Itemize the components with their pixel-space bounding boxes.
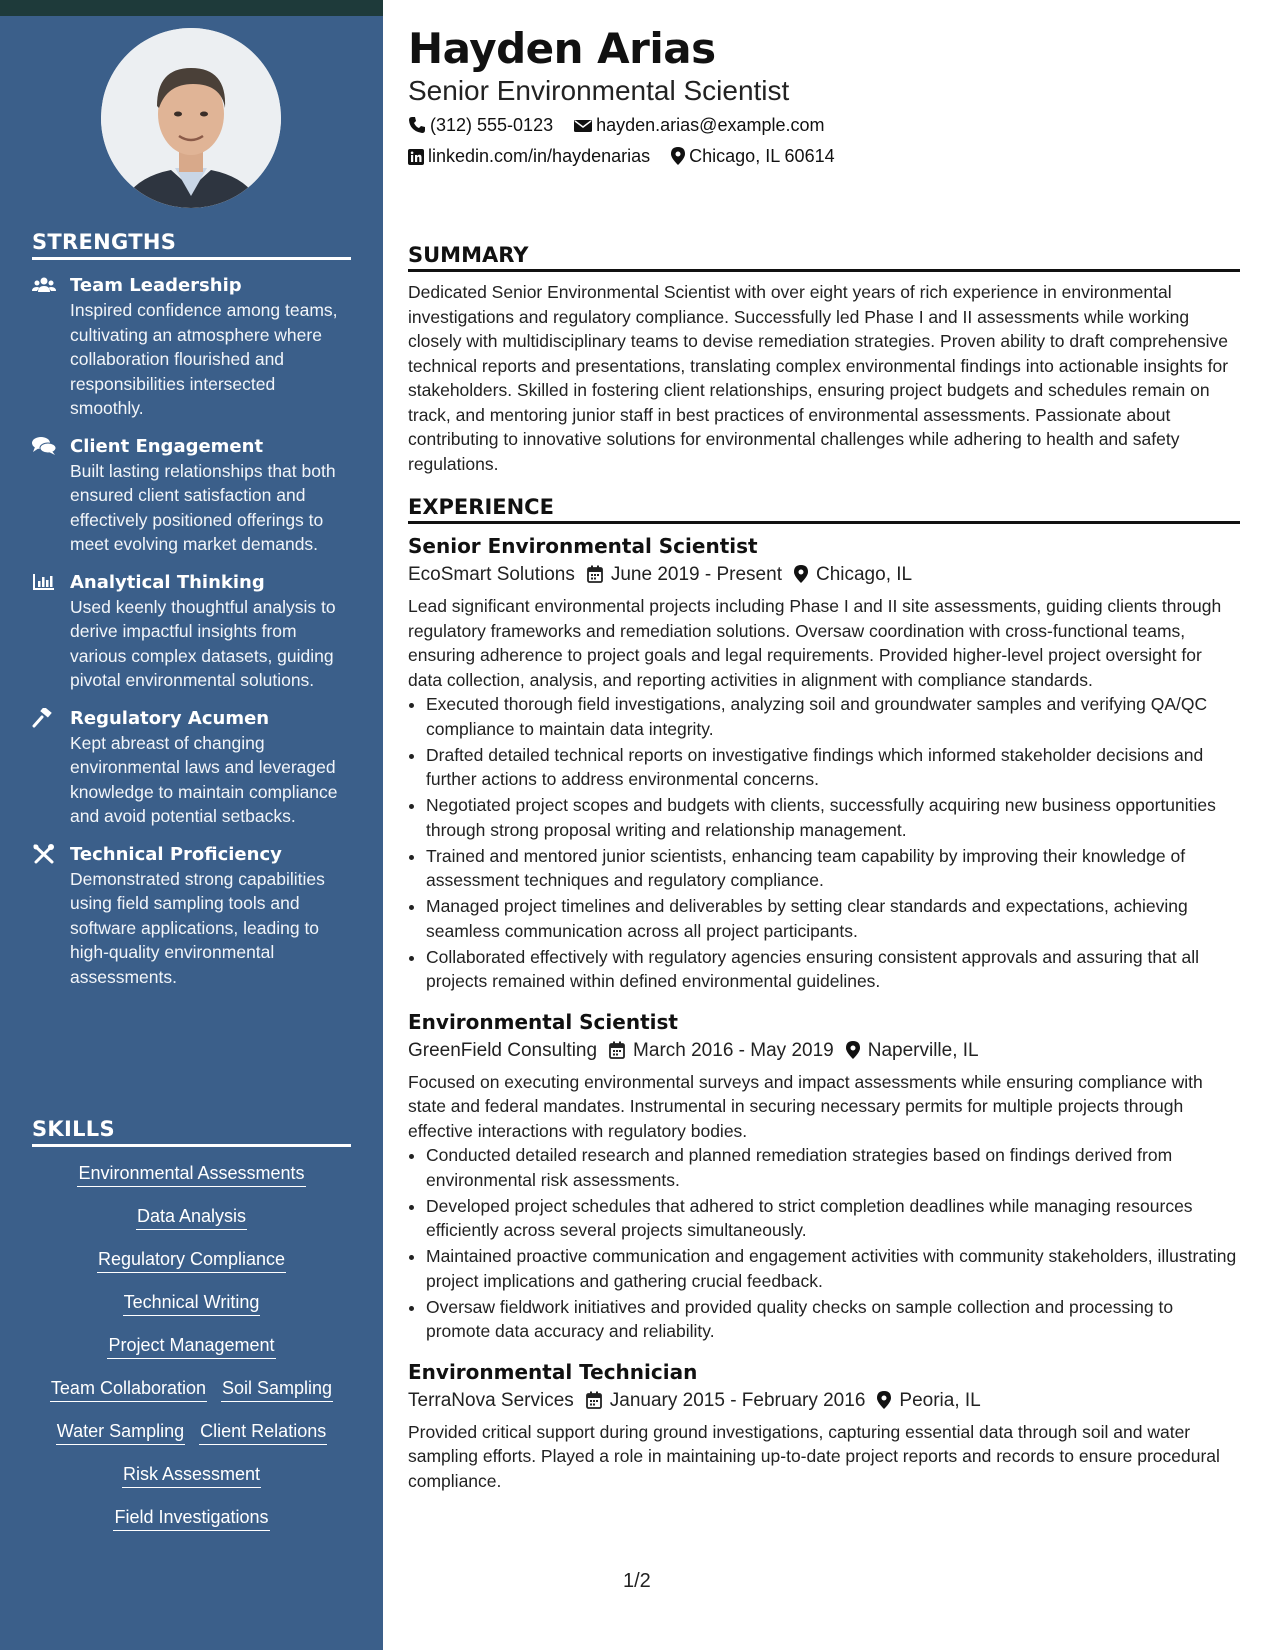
- strength-name: Team Leadership: [70, 275, 242, 296]
- strengths-section: [32, 230, 351, 1003]
- job-location: Chicago, IL: [815, 564, 913, 585]
- job-description: Focused on executing environmental surveys and impact assessments while ensuring compliance with state and federal mandates. Instrumental in securing necessary permits for multiple projects through effective interactions with regulatory bodies.: [408, 1071, 1203, 1141]
- job-title: Senior Environmental Scientist: [408, 534, 758, 558]
- skill-tag: Water Sampling: [56, 1419, 185, 1445]
- strength-description: Inspired confidence among teams, cultivating an atmosphere where collaboration flourished and responsibilities intersected smoothly.: [70, 300, 338, 418]
- company-name: GreenField Consulting: [408, 1039, 598, 1061]
- strength-name: Analytical Thinking: [70, 571, 265, 593]
- map-pin-icon: [877, 1391, 891, 1409]
- summary-title: SUMMARY: [408, 243, 1240, 272]
- job-bullets: [408, 1143, 1240, 1344]
- skill-tag: Risk Assessment: [122, 1462, 261, 1488]
- strength-name: Technical Proficiency: [70, 843, 282, 865]
- strength-description: Used keenly thoughtful analysis to derive impactful insights from various complex datasets, guiding pivotal environmental solutions.: [70, 596, 336, 690]
- strength-name: Regulatory Acumen: [70, 707, 270, 729]
- phone-text: (312) 555-0123: [430, 115, 554, 135]
- strength-description: Demonstrated strong capabilities using field sampling tools and software applications, leading to high-quality environmental assessments.: [70, 868, 325, 987]
- page-number: 1/2: [623, 1570, 651, 1592]
- map-pin-icon: [794, 565, 808, 583]
- job-bullet: • Negotiated project scopes and budgets with clients, successfully acquiring new business opportunities through strong proposal writing and relationship management.: [426, 793, 1240, 842]
- avatar: [101, 28, 281, 208]
- experience-section: [408, 495, 1240, 1507]
- comments-icon: [32, 436, 56, 456]
- job-bullet: • Collaborated effectively with regulatory agencies ensuring consistent approvals and assuring that all projects remained within defined environmental guidelines.: [426, 945, 1240, 994]
- location-contact: [671, 144, 834, 168]
- sidebar-top-bar: [0, 0, 383, 16]
- strength-item: [32, 274, 351, 421]
- job-bullet: • Oversaw fieldwork initiatives and provided quality checks on sample collection and processing to promote data accuracy and reliability.: [426, 1295, 1240, 1344]
- job-dates: January 2015 - February 2016: [609, 1389, 866, 1411]
- job-location: Naperville, IL: [867, 1039, 979, 1061]
- strength-item: [32, 571, 351, 693]
- job-meta: [408, 1036, 1240, 1066]
- job-bullet: • Conducted detailed research and planned remediation strategies based on findings derived from environmental risk assessments.: [426, 1143, 1240, 1192]
- tools-icon: [32, 844, 56, 864]
- skill-tag: Regulatory Compliance: [97, 1247, 286, 1273]
- summary-section: [408, 243, 1240, 476]
- location-text: Chicago, IL 60614: [689, 146, 835, 166]
- job-title: Environmental Technician: [408, 1359, 698, 1384]
- job-bullet: • Executed thorough field investigations, analyzing soil and groundwater samples and verifying QA/QC compliance to maintain data integrity.: [426, 692, 1240, 741]
- chart-icon: [32, 572, 56, 592]
- envelope-icon: [574, 118, 592, 134]
- job-bullet: • Trained and mentored junior scientists, enhancing team capability by improving their knowledge of assessment techniques and regulatory compliance.: [426, 844, 1240, 893]
- contact-row-1: [408, 113, 841, 137]
- job-bullets: [408, 692, 1240, 994]
- job-bullet: • Managed project timelines and deliverables by setting clear standards and expectations, achieving seamless communication across all project participants.: [426, 894, 1240, 943]
- skill-tag: Data Analysis: [136, 1204, 247, 1230]
- experience-title: EXPERIENCE: [408, 495, 1240, 524]
- skill-tag: Soil Sampling: [221, 1376, 333, 1402]
- skill-tag: Client Relations: [199, 1419, 327, 1445]
- skill-tag: Technical Writing: [123, 1290, 261, 1316]
- job-location: Peoria, IL: [899, 1389, 981, 1411]
- job-dates: March 2016 - May 2019: [633, 1039, 834, 1061]
- gavel-icon: [32, 708, 56, 728]
- summary-text: Dedicated Senior Environmental Scientist with over eight years of rich experience in environmental investigations and regulatory compliance. Successfully led Phase I and II assessments while working closely with multidisciplinary teams to devise remediation strategies. Proven ability to draft comprehensive technical reports and presentations, translating complex environmental findings into actionable insights for stakeholders. Skilled in fostering client relationships, ensuring project budgets and schedules remain on track, and mentoring junior staff in best practices of environmental assessments. Passionate about contributing to innovative solutions for environmental challenges while adhering to health and safety regulations.: [408, 282, 1229, 474]
- job-description: Provided critical support during ground investigations, capturing essential data through soil and water sampling efforts. Played a role in maintaining up-to-date project reports and records to ensure procedural compliance.: [408, 1421, 1220, 1491]
- linkedin-contact[interactable]: [408, 144, 650, 168]
- job-bullet: • Drafted detailed technical reports on investigative findings which informed stakeholder decisions and further actions to address environmental concerns.: [426, 743, 1240, 792]
- company-name: EcoSmart Solutions: [408, 564, 575, 585]
- strength-description: Kept abreast of changing environmental laws and leveraged knowledge to maintain compliance and avoid potential setbacks.: [70, 732, 338, 826]
- job-entry: [408, 1008, 1240, 1344]
- job-entry: [408, 1358, 1240, 1494]
- job-dates: June 2019 - Present: [610, 564, 782, 585]
- job-bullet: • Maintained proactive communication and engagement activities with community stakeholders, illustrating project implications and gathering crucial feedback.: [426, 1244, 1240, 1293]
- map-pin-icon: [846, 1041, 860, 1059]
- skill-tag: Project Management: [107, 1333, 275, 1359]
- email-contact[interactable]: [574, 113, 824, 137]
- map-pin-icon: [671, 147, 685, 165]
- email-text: hayden.arias@example.com: [596, 115, 825, 135]
- job-bullet: • Developed project schedules that adhered to strict completion deadlines while managing resources efficiently across several projects simultaneously.: [426, 1194, 1240, 1243]
- candidate-name: Hayden Arias: [408, 24, 716, 73]
- job-meta: [408, 560, 1240, 590]
- skills-section: [32, 1117, 351, 1548]
- calendar-icon: [586, 1391, 602, 1409]
- phone-icon: [408, 116, 426, 134]
- strength-name: Client Engagement: [70, 435, 264, 457]
- phone-contact[interactable]: [408, 113, 553, 137]
- linkedin-icon: [408, 149, 424, 165]
- job-entry: [408, 532, 1240, 994]
- strength-item: [32, 707, 351, 829]
- skill-tag: Team Collaboration: [50, 1376, 207, 1402]
- skills-title: SKILLS: [32, 1117, 351, 1147]
- linkedin-text: linkedin.com/in/haydenarias: [428, 146, 651, 166]
- strength-item: [32, 843, 351, 990]
- sidebar: [0, 16, 383, 1650]
- company-name: TerraNova Services: [408, 1389, 574, 1411]
- strength-description: Built lasting relationships that both ensured client satisfaction and effectively positioned offerings to meet evolving market demands.: [70, 460, 336, 554]
- candidate-title: Senior Environmental Scientist: [408, 75, 790, 106]
- contact-row-2: [408, 144, 851, 168]
- skill-tag: Environmental Assessments: [77, 1161, 305, 1187]
- skill-tag: Field Investigations: [113, 1505, 269, 1531]
- job-title: Environmental Scientist: [408, 1009, 678, 1034]
- calendar-icon: [609, 1041, 625, 1059]
- calendar-icon: [587, 565, 603, 583]
- job-meta: [408, 1386, 1240, 1416]
- users-icon: [32, 275, 56, 295]
- strength-item: [32, 435, 351, 557]
- job-description: Lead significant environmental projects including Phase I and II site assessments, guiding clients through regulatory frameworks and remediation solutions. Oversaw coordination with cross-functional teams, ensuring adherence to project goals and legal requirements. Provided higher-level project oversight for data collection, analysis, and reporting activities in alignment with compliance standards.: [408, 596, 1222, 690]
- strengths-title: STRENGTHS: [32, 230, 351, 260]
